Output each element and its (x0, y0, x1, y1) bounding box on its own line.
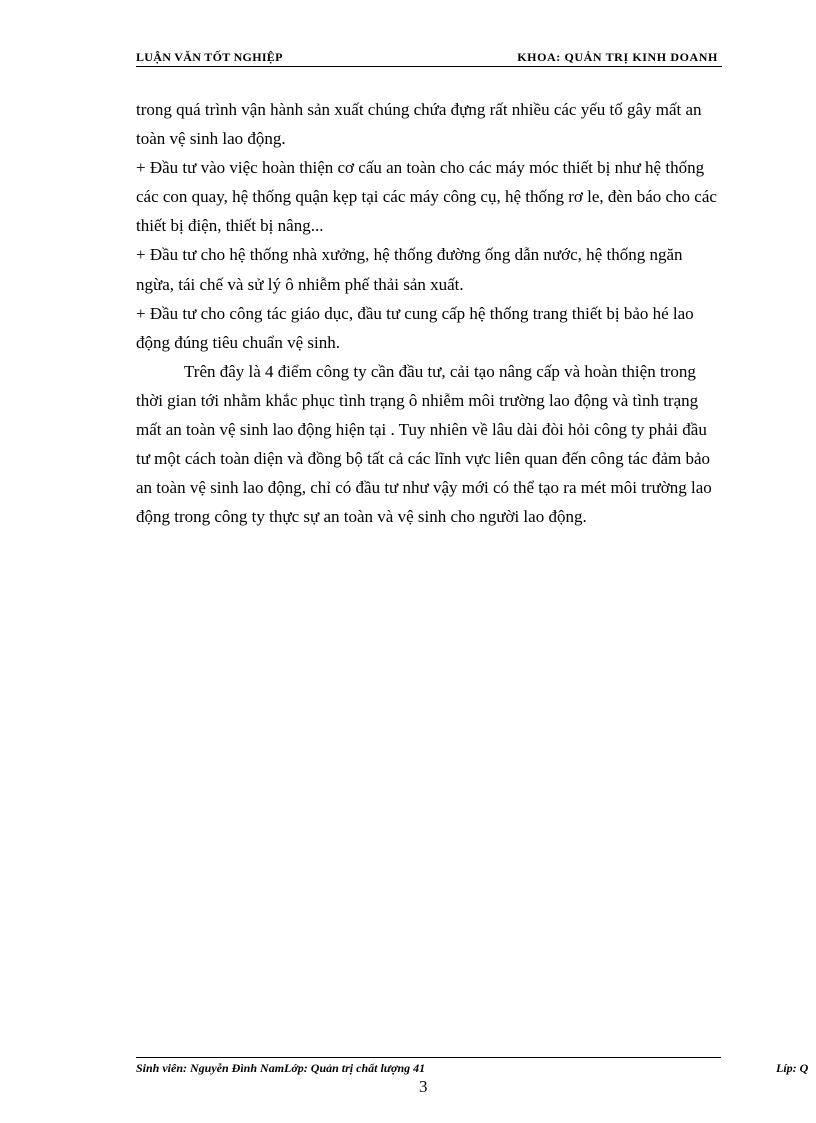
page-footer (136, 1061, 816, 1081)
header-thesis-title: LUẬN VĂN TỐT NGHIỆP (136, 50, 283, 64)
paragraph-continuation: trong quá trình vận hành sản xuất chúng chứa đựng rất nhiều các yếu tố gây mất an toàn vệ sinh lao động. (136, 100, 702, 149)
page-number: 3 (419, 1077, 428, 1096)
page-header (136, 46, 722, 67)
header-faculty: KHOA: QUẢN TRỊ KINH DOANH (517, 50, 718, 64)
paragraph-investment-machinery: + Đầu tư vào việc hoàn thiện cơ cấu an toàn cho các máy móc thiết bị như hệ thống các con quay, hệ thống quận kẹp tại các máy công cụ, hệ thống rơ le, đèn báo cho các thiết bị điện, thiết bị nâng... (136, 158, 717, 236)
footer-divider (136, 1057, 721, 1058)
footer-student-info: Sinh viên: Nguyễn Đình NamLớp: Quản trị chất lượng 41 (136, 1061, 426, 1075)
paragraph-investment-workshop: + Đầu tư cho hệ thống nhà xưởng, hệ thống đường ống dẫn nước, hệ thống ngăn ngừa, tái chế và sử lý ô nhiễm phế thải sản xuất. (136, 245, 683, 294)
paragraph-conclusion: Trên đây là 4 điểm công ty cần đầu tư, cải tạo nâng cấp và hoàn thiện trong thời gian tới nhằm khắc phục tình trạng ô nhiễm môi trường lao động và tình trạng mất an toàn vệ sinh lao động hiện tại . Tuy nhiên về lâu dài đòi hỏi công ty phải đầu tư một cách toàn diện và đồng bộ tất cả các lĩnh vực liên quan đến công tác đảm bảo an toàn vệ sinh lao động, chỉ có đầu tư như vậy mới có thể tạo ra mét môi trường lao động trong công ty thực sự an toàn và vệ sinh cho người lao động. (136, 361, 712, 527)
footer-class: Líp: Q (776, 1061, 809, 1075)
document-body (136, 95, 720, 531)
paragraph-investment-education: + Đầu tư cho công tác giáo dục, đầu tư cung cấp hệ thống trang thiết bị bảo hé lao động đúng tiêu chuẩn vệ sinh. (136, 303, 694, 352)
